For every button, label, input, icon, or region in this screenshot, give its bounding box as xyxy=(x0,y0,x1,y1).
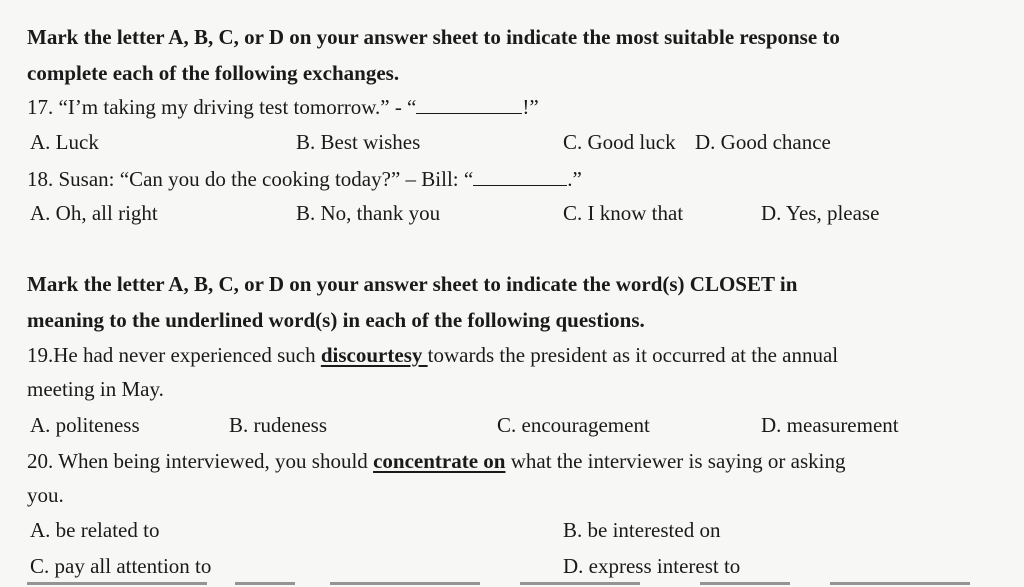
q18-option-a: A. Oh, all right xyxy=(30,201,158,225)
question-20 xyxy=(27,448,845,474)
q18-option-d: D. Yes, please xyxy=(761,201,880,225)
q18-option-b: B. No, thank you xyxy=(296,201,441,225)
section1-instruction-line2: complete each of the following exchanges. xyxy=(27,61,400,85)
question-17 xyxy=(27,94,539,120)
question-19-underlined-word: discourtesy xyxy=(320,343,428,367)
q20-option-c: C. pay all attention to xyxy=(30,554,212,578)
question-17-blank xyxy=(416,95,522,114)
q17-option-a: A. Luck xyxy=(30,130,99,154)
q20-option-b: B. be interested on xyxy=(563,518,721,542)
q20-option-a: A. be related to xyxy=(30,518,160,542)
q19-option-a: A. politeness xyxy=(30,413,140,437)
q18-option-c: C. I know that xyxy=(563,201,684,225)
section2-instruction-line2: meaning to the underlined word(s) in each of the following questions. xyxy=(27,308,645,332)
question-18-prefix: 18. Susan: “Can you do the cooking today?” – Bill: “ xyxy=(27,167,474,191)
section2-instruction-line1: Mark the letter A, B, C, or D on your answer sheet to indicate the word(s) CLOSET in xyxy=(27,272,798,296)
question-19-line2: meeting in May. xyxy=(27,377,164,401)
question-18 xyxy=(27,166,582,192)
question-20-underlined-word: concentrate on xyxy=(373,449,506,473)
question-20-suffix: what the interviewer is saying or asking xyxy=(505,449,846,473)
section1-instruction-line1: Mark the letter A, B, C, or D on your answer sheet to indicate the most suitable response to xyxy=(27,25,840,49)
question-19-prefix: 19.He had never experienced such xyxy=(27,343,321,367)
cropped-text-fragment xyxy=(0,580,1024,587)
q19-option-b: B. rudeness xyxy=(229,413,327,437)
q17-option-c: C. Good luck xyxy=(563,130,676,154)
q17-option-b: B. Best wishes xyxy=(296,130,421,154)
question-20-prefix: 20. When being interviewed, you should xyxy=(27,449,374,473)
q17-option-d: D. Good chance xyxy=(695,130,831,154)
question-17-prefix: 17. “I’m taking my driving test tomorrow.” - “ xyxy=(27,95,417,119)
question-18-suffix: .” xyxy=(567,167,582,191)
q19-option-d: D. measurement xyxy=(761,413,899,437)
question-17-suffix: !” xyxy=(522,95,539,119)
question-20-line2: you. xyxy=(27,483,64,507)
q19-option-c: C. encouragement xyxy=(497,413,650,437)
question-19-suffix: towards the president as it occurred at the annual xyxy=(427,343,839,367)
q20-option-d: D. express interest to xyxy=(563,554,741,578)
question-19 xyxy=(27,342,838,368)
question-18-blank xyxy=(473,167,567,186)
